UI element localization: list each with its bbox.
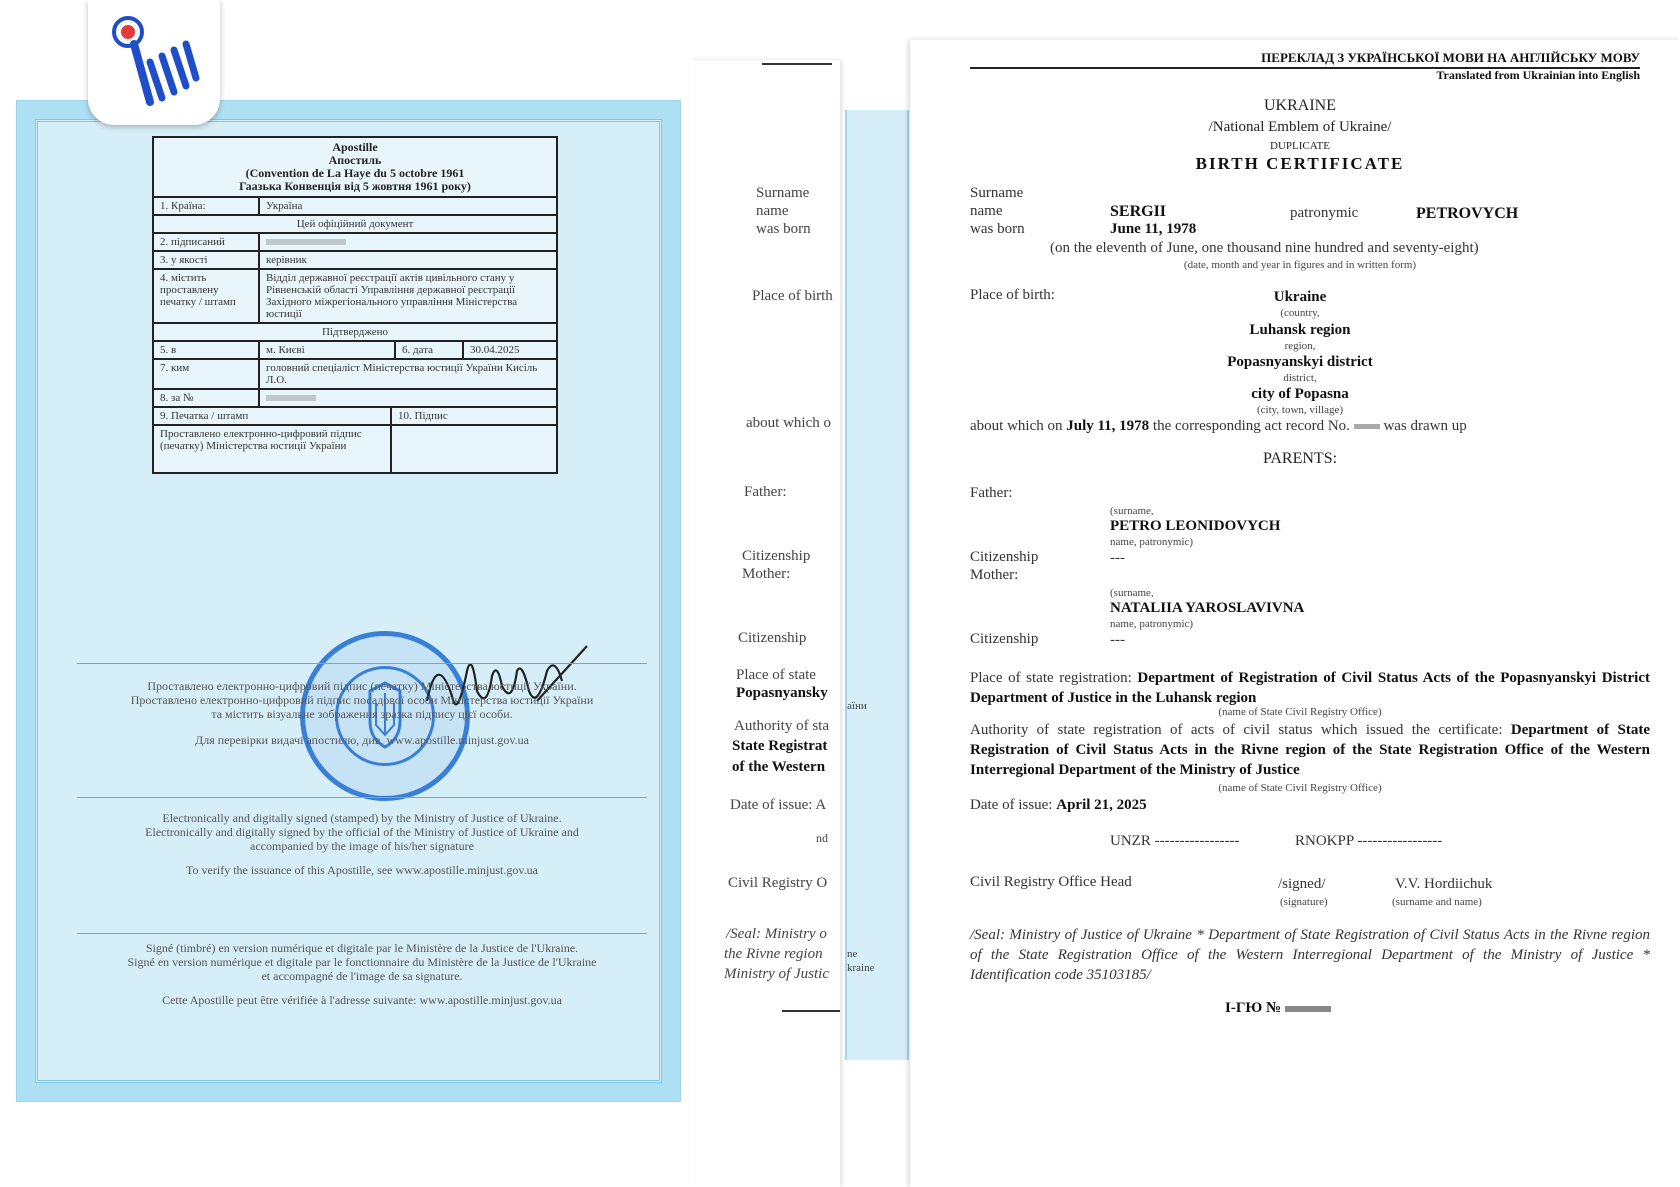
- fr-signature-note: Signé (timbré) en version numérique et digitale par le Ministère de la Justice de l'Ukraine. Signé en version numérique et digitale par le fonctionnaire du Ministère de la Justice de l'Ukraine et accompagné de l'image de sa signature.: [127, 941, 597, 983]
- duplicate-label: DUPLICATE: [1270, 140, 1330, 152]
- apostille-row-country: 1. Країна: Україна: [154, 198, 556, 216]
- seal-description: /Seal: Ministry of Justice of Ukraine * Department of State Registration of Civil Status Acts in the Rivne region of the State Registration Office of the Western Interregional Department of the Ministry of Justice * Identification code 35103185/: [970, 927, 1650, 983]
- ua-verify-note: Для перевірки видачі апостилю, див. www.apostille.minjust.gov.ua: [195, 733, 529, 747]
- certificate-series: І-ГЮ №: [1225, 1000, 1331, 1017]
- apostille-row-confirmed: Підтверджено: [154, 324, 556, 342]
- magnifier-logo-icon: [88, 0, 220, 125]
- redacted-record-number: [1354, 424, 1380, 429]
- apostille-edge: аїни ne kraine: [845, 110, 909, 1060]
- birth-district: Popasnyanskyi district: [1227, 354, 1373, 370]
- birth-country: Ukraine: [1273, 289, 1327, 305]
- divider: [77, 797, 647, 798]
- apostille-table: [152, 136, 558, 474]
- divider: [77, 663, 647, 664]
- emblem-note: /National Emblem of Ukraine/: [1208, 119, 1392, 135]
- office-head-name: V.V. Hordiichuk: [1395, 876, 1493, 892]
- given-name: SERGII: [1110, 203, 1167, 220]
- en-verify-note: To verify the issuance of this Apostille, see www.apostille.minjust.gov.ua: [186, 863, 538, 877]
- translation-header-ua: ПЕРЕКЛАД З УКРАЇНСЬКОЇ МОВИ НА АНГЛІЙСЬКУ МОВУ: [1261, 50, 1640, 65]
- mother-name: NATALIIA YAROSLAVIVNA: [1110, 600, 1305, 616]
- en-signature-note: Electronically and digitally signed (stamped) by the Ministry of Justice of Ukraine. Electronically and digitally signed by the official of the Ministry of Justice of Ukraine and accompanied by the image of his/her signature: [145, 811, 579, 853]
- birth-region: Luhansk region: [1249, 322, 1351, 338]
- app-logo: [88, 0, 220, 125]
- place-of-registration: Place of state registration: Department of Registration of Civil Status Acts of the Popasnyanskyi District Department of Justice in the Luhansk region: [970, 670, 1650, 706]
- apostille-row-stamp-note: Проставлено електронно-цифровий підпис (печатку) Міністерства юстиції України: [154, 426, 556, 472]
- apostille-page: [16, 100, 681, 1102]
- translation-page: ПЕРЕКЛАД З УКРАЇНСЬКОЇ МОВИ НА АНГЛІЙСЬКУ МОВУ Translated from Ukrainian into English UKRAINE /National Emblem of Ukraine/ DUPLICATE BIRTH CERTIFICATE Surname name was born SERGII patronymic PETROVYCH June 11, 1978 (on the eleventh of June, one thousand nine hundred and seventy-eight) (date, month and year in figures and in written form) Place of birth: Ukraine (country, Luhansk region region, Popasnyanskyi district district, city of Popasna (city, town, village) about which on July 11, 1978 the corresponding act record No. was drawn up PARENTS: Father: (surname, PETRO LEONIDOVYCH name, patronymic) Citizenship --- Mother: (surname, NATALIIA YAROSLAVIVNA name, patronymic) Citizenship --- Place of state registration: Department of Registration of Civil Status Acts of the Popasnyanskyi District Department of Justice in the Luhansk region (name of State Civil Registry Office) Authority of state registration of acts of civil status which issued the certificate: Department of State Registration of Civil Status Acts in the Rivne region of the State Registration Office of the Western Interregional Department of the Ministry of Justice (name of State Civil Registry Office) Date of issue: April 21, 2025 UNZR ----------------- RNOKPP ----------------- Civil Registry Office Head /signed/ (signature) V.V. Hordiichuk (surname and name) /Seal: Ministry of Justice of Ukraine * Department of State Registration of Civil Status Acts in the Rivne region of the State Registration Office of the Western Interregional Department of the Ministry of Justice * Identification code 35103185/ І-ГЮ №: [910, 40, 1680, 1187]
- birth-city: city of Popasna: [1251, 386, 1349, 402]
- apostille-row-seal: 4. містить проставлену печатку / штамп Відділ державної реєстрації актів цивільного стану у Рівненській області Управління державної реєстрації Західного міжрегіонального управління Міністерства юстиції: [154, 270, 556, 324]
- apostille-row-by: 7. ким головний спеціаліст Міністерства юстиції України Кисіль Л.О.: [154, 360, 556, 390]
- apostille-row-number: 8. за №: [154, 390, 556, 408]
- ua-signature-note: Проставлено електронно-цифровий підпис (печатку) Міністерства юстиції України. Проставлено електронно-цифровий підпис посадової особи Міністерства юстиції України та містить візуальне зображення зразка підпису цієї особи.: [130, 679, 594, 721]
- office-head-label: Civil Registry Office Head: [970, 874, 1132, 890]
- parents-heading: PARENTS:: [1262, 450, 1338, 467]
- translation-header-en: Translated from Ukrainian into English: [1436, 68, 1640, 82]
- birth-date-words: (on the eleventh of June, one thousand nine hundred and seventy-eight): [1050, 240, 1479, 256]
- redacted-value: [260, 234, 556, 250]
- rnokpp-field: RNOKPP -----------------: [1295, 833, 1443, 849]
- issuing-authority: Authority of state registration of acts of civil status which issued the certificate: Department of State Registration of Civil Status Acts in the Rivne region of the State Registration Office of the Western Interregional Department of the Ministry of Justice: [970, 722, 1650, 778]
- date-of-issue: Date of issue: April 21, 2025: [970, 797, 1147, 813]
- document-title: BIRTH CERTIFICATE: [1195, 154, 1405, 173]
- apostille-row-capacity: 3. у якості керівник: [154, 252, 556, 270]
- apostille-row-doc: Цей офіційний документ: [154, 216, 556, 234]
- unzr-field: UNZR -----------------: [1110, 833, 1240, 849]
- redacted-number: [260, 390, 556, 406]
- act-record-line: about which on July 11, 1978 the corresponding act record No. was drawn up: [970, 418, 1467, 434]
- fr-verify-note: Cette Apostille peut être vérifiée à l'adresse suivante: www.apostille.minjust.gov.ua: [162, 993, 562, 1007]
- apostille-row-signed: 2. підписаний: [154, 234, 556, 252]
- apostille-row-place-date: 5. в м. Києві 6. дата 30.04.2025: [154, 342, 556, 360]
- apostille-row-stamp-sign: 9. Печатка / штамп 10. Підпис: [154, 408, 556, 426]
- birth-date: June 11, 1978: [1110, 221, 1197, 237]
- underlying-page: Surname name was born Place of birth about which o Father: Citizenship Mother: Citizenship Place of state Popasnyansky Authority of sta State Registrat of the Western Date of issue: A nd Civil Registry O /Seal: Ministry o the Rivne region Ministry of Justic: [690, 60, 840, 1187]
- apostille-heading: Apostille Апостиль (Convention de La Haye du 5 octobre 1961 Гаазька Конвенція від 5 жовтня 1961 року): [154, 138, 556, 198]
- redacted-series-number: [1285, 1006, 1331, 1012]
- country-heading: UKRAINE: [1264, 97, 1336, 114]
- patronymic: PETROVYCH: [1416, 205, 1519, 222]
- divider: [77, 933, 647, 934]
- father-name: PETRO LEONIDOVYCH: [1110, 518, 1281, 534]
